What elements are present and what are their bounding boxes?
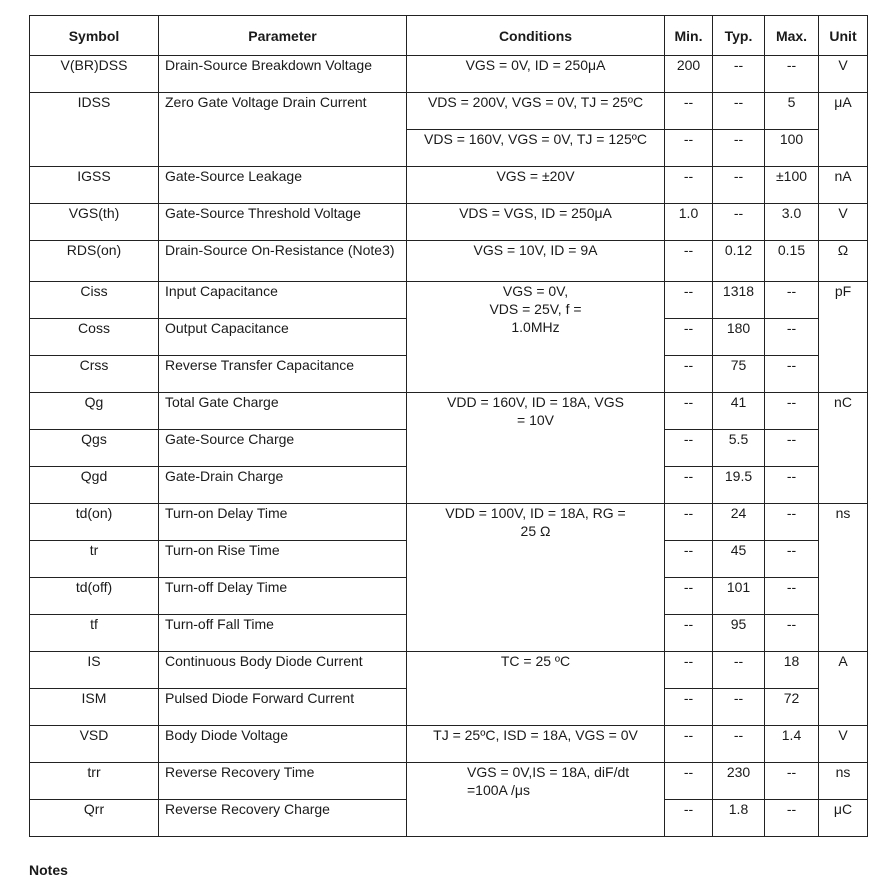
symbol-cell: trr — [30, 763, 159, 800]
unit-cell: ns — [819, 763, 868, 800]
table-row — [30, 282, 868, 319]
max-cell: -- — [765, 541, 819, 578]
parameter-cell: Gate-Source Charge — [159, 430, 407, 467]
parameter-cell: Input Capacitance — [159, 282, 407, 319]
typ-cell: 101 — [713, 578, 765, 615]
typ-cell: -- — [713, 93, 765, 130]
max-cell: -- — [765, 504, 819, 541]
electrical-characteristics-table — [29, 15, 868, 837]
min-cell: -- — [665, 726, 713, 763]
typ-cell: -- — [713, 56, 765, 93]
typ-cell: 75 — [713, 356, 765, 393]
min-cell: -- — [665, 167, 713, 204]
conditions-cell: VDS = 160V, VGS = 0V, TJ = 125ºC — [407, 130, 665, 167]
typ-cell: 19.5 — [713, 467, 765, 504]
max-cell: -- — [765, 800, 819, 837]
unit-cell: nA — [819, 167, 868, 204]
symbol-cell: Qgd — [30, 467, 159, 504]
typ-cell: 24 — [713, 504, 765, 541]
max-cell: 18 — [765, 652, 819, 689]
min-cell: 1.0 — [665, 204, 713, 241]
conditions-cell: VDD = 160V, ID = 18A, VGS = 10V — [407, 393, 665, 504]
max-cell: 5 — [765, 93, 819, 130]
parameter-cell: Drain-Source Breakdown Voltage — [159, 56, 407, 93]
symbol-cell: td(on) — [30, 504, 159, 541]
typ-cell: 180 — [713, 319, 765, 356]
header-symbol: Symbol — [30, 16, 159, 56]
max-cell: -- — [765, 356, 819, 393]
max-cell: -- — [765, 430, 819, 467]
unit-cell: V — [819, 726, 868, 763]
max-cell: -- — [765, 578, 819, 615]
min-cell: -- — [665, 282, 713, 319]
typ-cell: 45 — [713, 541, 765, 578]
typ-cell: -- — [713, 130, 765, 167]
symbol-cell: V(BR)DSS — [30, 56, 159, 93]
table-row — [30, 763, 868, 800]
min-cell: -- — [665, 578, 713, 615]
parameter-cell: Reverse Transfer Capacitance — [159, 356, 407, 393]
min-cell: -- — [665, 467, 713, 504]
table-row — [30, 167, 868, 204]
max-cell: -- — [765, 467, 819, 504]
parameter-cell: Reverse Recovery Time — [159, 763, 407, 800]
parameter-cell: Gate-Source Threshold Voltage — [159, 204, 407, 241]
table-row — [30, 726, 868, 763]
conditions-cell: VDS = 200V, VGS = 0V, TJ = 25ºC — [407, 93, 665, 130]
typ-cell: -- — [713, 204, 765, 241]
min-cell: -- — [665, 541, 713, 578]
header-conditions: Conditions — [407, 16, 665, 56]
symbol-cell: VSD — [30, 726, 159, 763]
symbol-cell: Qg — [30, 393, 159, 430]
conditions-cell: VDS = VGS, ID = 250μA — [407, 204, 665, 241]
unit-cell: μA — [819, 93, 868, 167]
max-cell: ±100 — [765, 167, 819, 204]
conditions-cell: VGS = 0V,IS = 18A, diF/dt =100A /μs — [407, 763, 665, 837]
unit-cell: μC — [819, 800, 868, 837]
parameter-cell: Drain-Source On-Resistance (Note3) — [159, 241, 407, 282]
parameter-cell: Gate-Source Leakage — [159, 167, 407, 204]
table-row — [30, 504, 868, 541]
table-row — [30, 93, 868, 130]
min-cell: 200 — [665, 56, 713, 93]
max-cell: 1.4 — [765, 726, 819, 763]
max-cell: 0.15 — [765, 241, 819, 282]
typ-cell: -- — [713, 652, 765, 689]
symbol-cell: RDS(on) — [30, 241, 159, 282]
table-row — [30, 204, 868, 241]
header-parameter: Parameter — [159, 16, 407, 56]
symbol-cell: Coss — [30, 319, 159, 356]
header-min: Min. — [665, 16, 713, 56]
min-cell: -- — [665, 93, 713, 130]
unit-cell: A — [819, 652, 868, 726]
max-cell: -- — [765, 282, 819, 319]
typ-cell: -- — [713, 689, 765, 726]
min-cell: -- — [665, 504, 713, 541]
conditions-cell: VGS = 0V, ID = 250μA — [407, 56, 665, 93]
symbol-cell: VGS(th) — [30, 204, 159, 241]
parameter-cell: Body Diode Voltage — [159, 726, 407, 763]
symbol-cell: IGSS — [30, 167, 159, 204]
conditions-cell: VGS = 10V, ID = 9A — [407, 241, 665, 282]
min-cell: -- — [665, 130, 713, 167]
min-cell: -- — [665, 800, 713, 837]
max-cell: 72 — [765, 689, 819, 726]
parameter-cell: Turn-on Delay Time — [159, 504, 407, 541]
table-row — [30, 393, 868, 430]
header-unit: Unit — [819, 16, 868, 56]
parameter-cell: Turn-on Rise Time — [159, 541, 407, 578]
max-cell: -- — [765, 393, 819, 430]
typ-cell: -- — [713, 167, 765, 204]
parameter-cell: Reverse Recovery Charge — [159, 800, 407, 837]
min-cell: -- — [665, 652, 713, 689]
typ-cell: 230 — [713, 763, 765, 800]
conditions-cell: VGS = ±20V — [407, 167, 665, 204]
typ-cell: 1.8 — [713, 800, 765, 837]
max-cell: -- — [765, 615, 819, 652]
parameter-cell: Continuous Body Diode Current — [159, 652, 407, 689]
unit-cell: V — [819, 56, 868, 93]
header-typ: Typ. — [713, 16, 765, 56]
symbol-cell: Crss — [30, 356, 159, 393]
min-cell: -- — [665, 430, 713, 467]
symbol-cell: IDSS — [30, 93, 159, 167]
unit-cell: V — [819, 204, 868, 241]
symbol-cell: IS — [30, 652, 159, 689]
parameter-cell: Turn-off Fall Time — [159, 615, 407, 652]
parameter-cell: Total Gate Charge — [159, 393, 407, 430]
min-cell: -- — [665, 689, 713, 726]
unit-cell: pF — [819, 282, 868, 393]
conditions-cell: TC = 25 ºC — [407, 652, 665, 726]
min-cell: -- — [665, 393, 713, 430]
min-cell: -- — [665, 319, 713, 356]
conditions-cell: VGS = 0V, VDS = 25V, f = 1.0MHz — [407, 282, 665, 393]
parameter-cell: Pulsed Diode Forward Current — [159, 689, 407, 726]
typ-cell: 1318 — [713, 282, 765, 319]
symbol-cell: tr — [30, 541, 159, 578]
typ-cell: 41 — [713, 393, 765, 430]
typ-cell: 5.5 — [713, 430, 765, 467]
min-cell: -- — [665, 615, 713, 652]
unit-cell: ns — [819, 504, 868, 652]
conditions-cell: VDD = 100V, ID = 18A, RG = 25 Ω — [407, 504, 665, 652]
symbol-cell: td(off) — [30, 578, 159, 615]
unit-cell: nC — [819, 393, 868, 504]
typ-cell: 95 — [713, 615, 765, 652]
table-row — [30, 56, 868, 93]
max-cell: -- — [765, 56, 819, 93]
symbol-cell: Qrr — [30, 800, 159, 837]
symbol-cell: Ciss — [30, 282, 159, 319]
max-cell: 3.0 — [765, 204, 819, 241]
min-cell: -- — [665, 241, 713, 282]
table-row — [30, 241, 868, 282]
header-max: Max. — [765, 16, 819, 56]
parameter-cell: Gate-Drain Charge — [159, 467, 407, 504]
parameter-cell: Turn-off Delay Time — [159, 578, 407, 615]
conditions-cell: TJ = 25ºC, ISD = 18A, VGS = 0V — [407, 726, 665, 763]
max-cell: -- — [765, 319, 819, 356]
min-cell: -- — [665, 763, 713, 800]
symbol-cell: ISM — [30, 689, 159, 726]
parameter-cell: Zero Gate Voltage Drain Current — [159, 93, 407, 167]
header-row — [30, 16, 868, 56]
min-cell: -- — [665, 356, 713, 393]
symbol-cell: tf — [30, 615, 159, 652]
table-row — [30, 652, 868, 689]
typ-cell: 0.12 — [713, 241, 765, 282]
max-cell: -- — [765, 763, 819, 800]
max-cell: 100 — [765, 130, 819, 167]
symbol-cell: Qgs — [30, 430, 159, 467]
parameter-cell: Output Capacitance — [159, 319, 407, 356]
unit-cell: Ω — [819, 241, 868, 282]
typ-cell: -- — [713, 726, 765, 763]
notes-heading: Notes — [29, 862, 68, 878]
